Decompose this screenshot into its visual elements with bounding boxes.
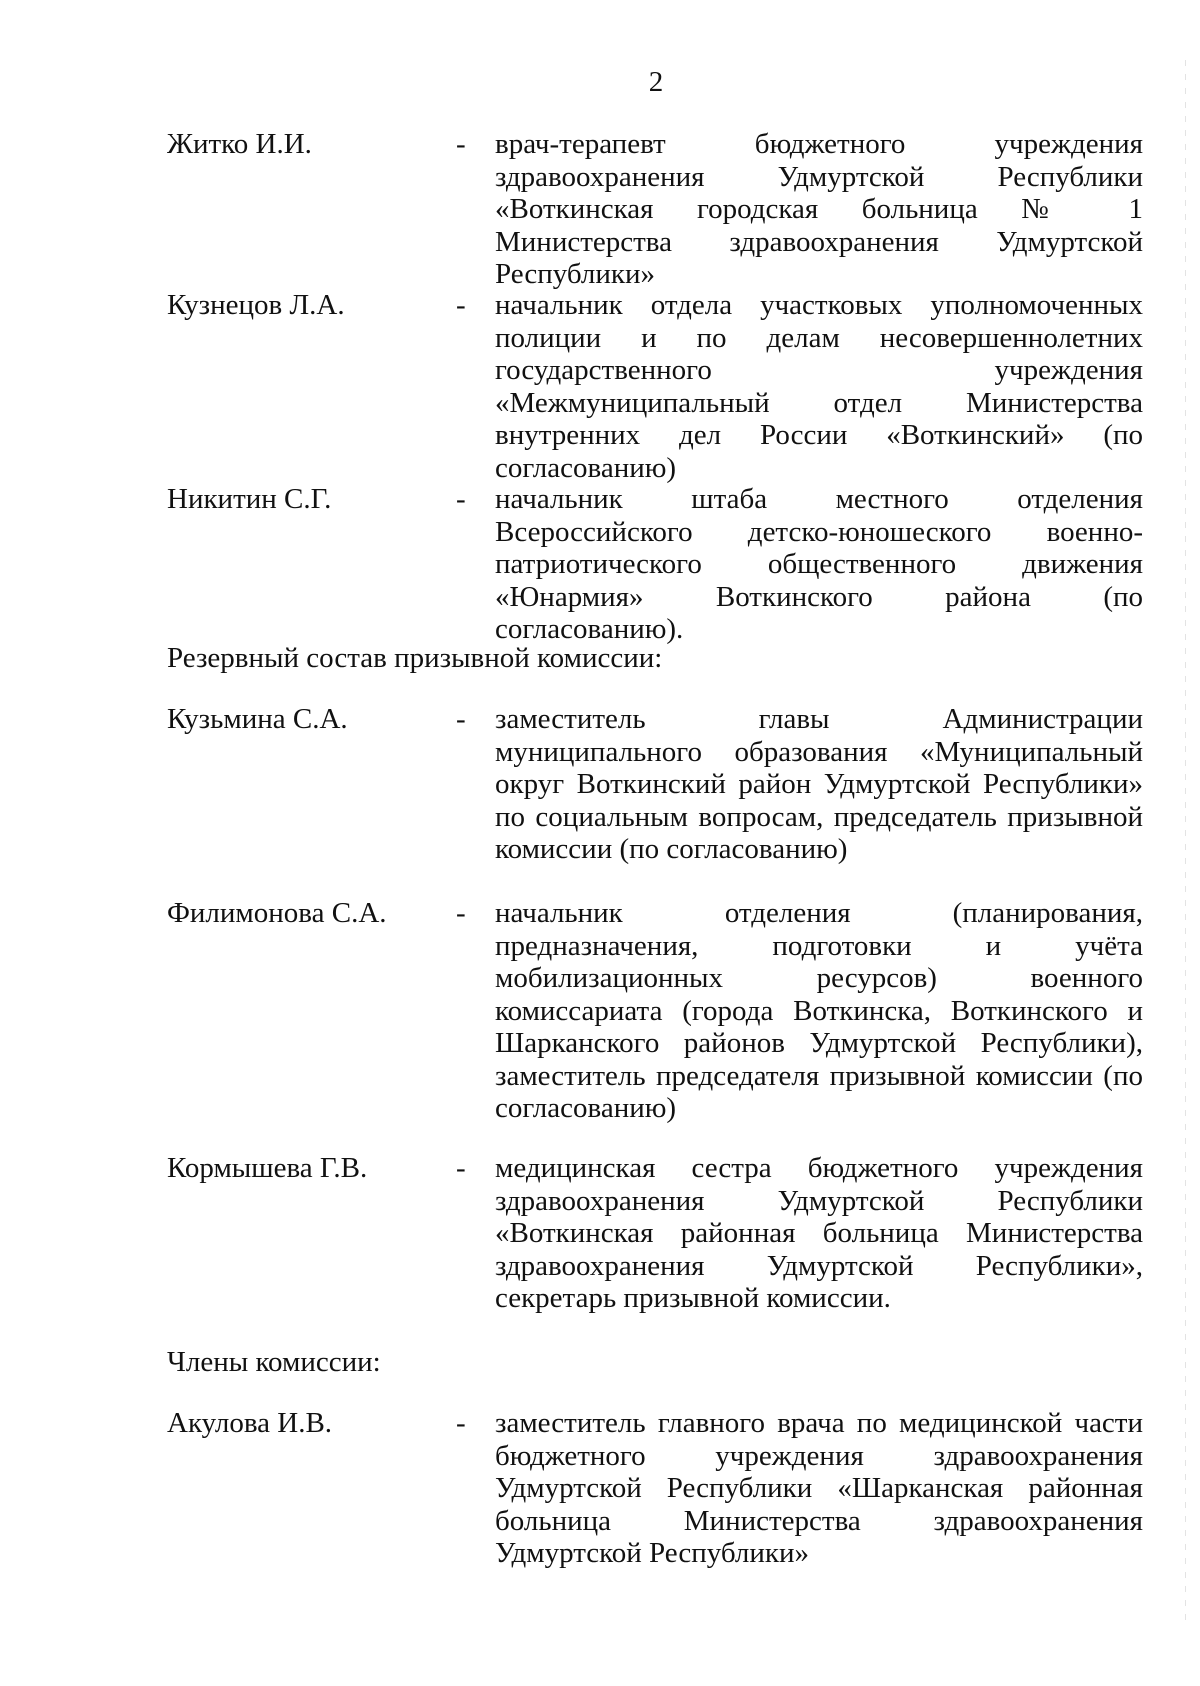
- person-position: заместитель главного врача по медицинской части бюджетного учреждения здравоохранения Удмуртской Республики «Шарканская районная больница Министерства здравоохранения Удмуртской Республики»: [495, 1407, 1143, 1569]
- members-section-heading: Члены комиссии:: [167, 1346, 381, 1378]
- scan-edge-artifact: [1185, 60, 1186, 1620]
- dash-separator: -: [456, 1407, 466, 1439]
- person-position: начальник штаба местного отделения Всероссийского детско-юношеского военно-патриотического общественного движения «Юнармия» Воткинского района (по согласованию).: [495, 483, 1143, 645]
- person-name: Кузьмина С.А.: [167, 703, 348, 735]
- dash-separator: -: [456, 289, 466, 321]
- person-name: Филимонова С.А.: [167, 897, 387, 929]
- person-position: начальник отдела участковых уполномоченных полиции и по делам несовершеннолетних государственного учреждения «Межмуниципальный отдел Министерства внутренних дел России «Воткинский» (по согласованию): [495, 289, 1143, 484]
- person-name: Житко И.И.: [167, 128, 312, 160]
- dash-separator: -: [456, 703, 466, 735]
- dash-separator: -: [456, 128, 466, 160]
- person-position: врач-терапевт бюджетного учреждения здравоохранения Удмуртской Республики «Воткинская городская больница № 1 Министерства здравоохранения Удмуртской Республики»: [495, 128, 1143, 290]
- person-name: Кормышева Г.В.: [167, 1152, 368, 1184]
- person-name: Акулова И.В.: [167, 1407, 333, 1439]
- reserve-section-heading: Резервный состав призывной комиссии:: [167, 642, 663, 674]
- person-position: заместитель главы Администрации муниципального образования «Муниципальный округ Воткинский район Удмуртской Республики» по социальным вопросам, председатель призывной комиссии (по согласованию): [495, 703, 1143, 865]
- person-name: Никитин С.Г.: [167, 483, 332, 515]
- dash-separator: -: [456, 483, 466, 515]
- person-position: начальник отделения (планирования, предназначения, подготовки и учёта мобилизационных ресурсов) военного комиссариата (города Воткинска, Воткинского и Шарканского районов Удмуртской Республики), заместитель председателя призывной комиссии (по согласованию): [495, 897, 1143, 1124]
- page-number: 2: [648, 66, 664, 98]
- person-name: Кузнецов Л.А.: [167, 289, 345, 321]
- dash-separator: -: [456, 897, 466, 929]
- person-position: медицинская сестра бюджетного учреждения здравоохранения Удмуртской Республики «Воткинская районная больница Министерства здравоохранения Удмуртской Республики», секретарь призывной комиссии.: [495, 1152, 1143, 1314]
- dash-separator: -: [456, 1152, 466, 1184]
